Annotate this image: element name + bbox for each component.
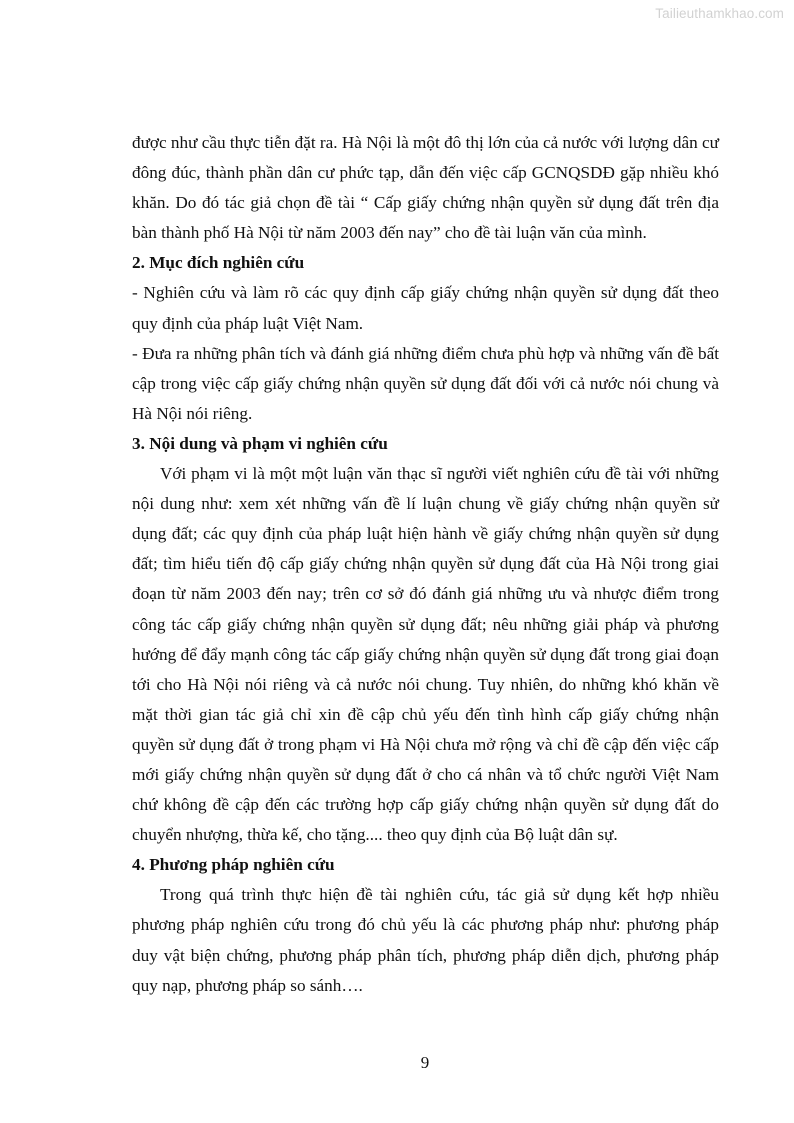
methods-paragraph: Trong quá trình thực hiện đề tài nghiên cứu, tác giả sử dụng kết hợp nhiều phương pháp nghiên cứu trong đó chủ yếu là các phương pháp như: phương pháp duy vật biện chứng, phương pháp phân tích, phương pháp diễn dịch, phương pháp quy nạp, phương pháp so sánh…. xyxy=(132,885,719,995)
section-heading-methods: 4. Phương pháp nghiên cứu xyxy=(132,855,335,875)
purpose-bullet-1: - Nghiên cứu và làm rõ các quy định cấp giấy chứng nhận quyền sử dụng đất theo quy định của pháp luật Việt Nam. xyxy=(132,283,719,333)
document-body xyxy=(132,128,719,1001)
page-number: 9 xyxy=(420,1053,430,1072)
intro-paragraph: được như cầu thực tiễn đặt ra. Hà Nội là một đô thị lớn của cả nước với lượng dân cư đông đúc, thành phần dân cư phức tạp, dẫn đến việc cấp GCNQSDĐ gặp nhiều khó khăn. Do đó tác giả chọn đề tài “ Cấp giấy chứng nhận quyền sử dụng đất trên địa bàn thành phố Hà Nội từ năm 2003 đến nay” cho đề tài luận văn của mình. xyxy=(132,133,719,243)
section-heading-scope: 3. Nội dung và phạm vi nghiên cứu xyxy=(132,433,388,453)
section-heading-purpose: 2. Mục đích nghiên cứu xyxy=(132,253,305,273)
watermark-text: Tailieuthamkhao.com xyxy=(655,6,784,21)
purpose-bullet-2: - Đưa ra những phân tích và đánh giá những điểm chưa phù hợp và những vấn đề bất cập trong việc cấp giấy chứng nhận quyền sử dụng đất đối với cả nước nói chung và Hà Nội nói riêng. xyxy=(132,343,719,423)
scope-paragraph: Với phạm vi là một một luận văn thạc sĩ người viết nghiên cứu đề tài với những nội dung như: xem xét những vấn đề lí luận chung về giấy chứng nhận quyền sử dụng đất; các quy định của pháp luật hiện hành về giấy chứng nhận quyền sử dụng đất; tìm hiểu tiến độ cấp giấy chứng nhận quyền sử dụng đất của Hà Nội trong giai đoạn từ năm 2003 đến nay; trên cơ sở đó đánh giá những ưu và nhược điểm trong công tác cấp giấy chứng nhận quyền sử dụng đất; nêu những giải pháp và phương hướng để đẩy mạnh công tác cấp giấy chứng nhận quyền sử dụng đất trong giai đoạn tới cho Hà Nội nói riêng và cả nước nói chung. Tuy nhiên, do những khó khăn về mặt thời gian tác giả chỉ xin đề cập chủ yếu đến tình hình cấp giấy chứng nhận quyền sử dụng đất ở trong phạm vi Hà Nội chưa mở rộng và chỉ đề cập đến việc cấp mới giấy chứng nhận quyền sử dụng đất ở cho cá nhân và tổ chức người Việt Nam chứ không đề cập đến các trường hợp cấp giấy chứng nhận quyền sử dụng đất do chuyển nhượng, thừa kế, cho tặng.... theo quy định của Bộ luật dân sự. xyxy=(132,464,719,845)
